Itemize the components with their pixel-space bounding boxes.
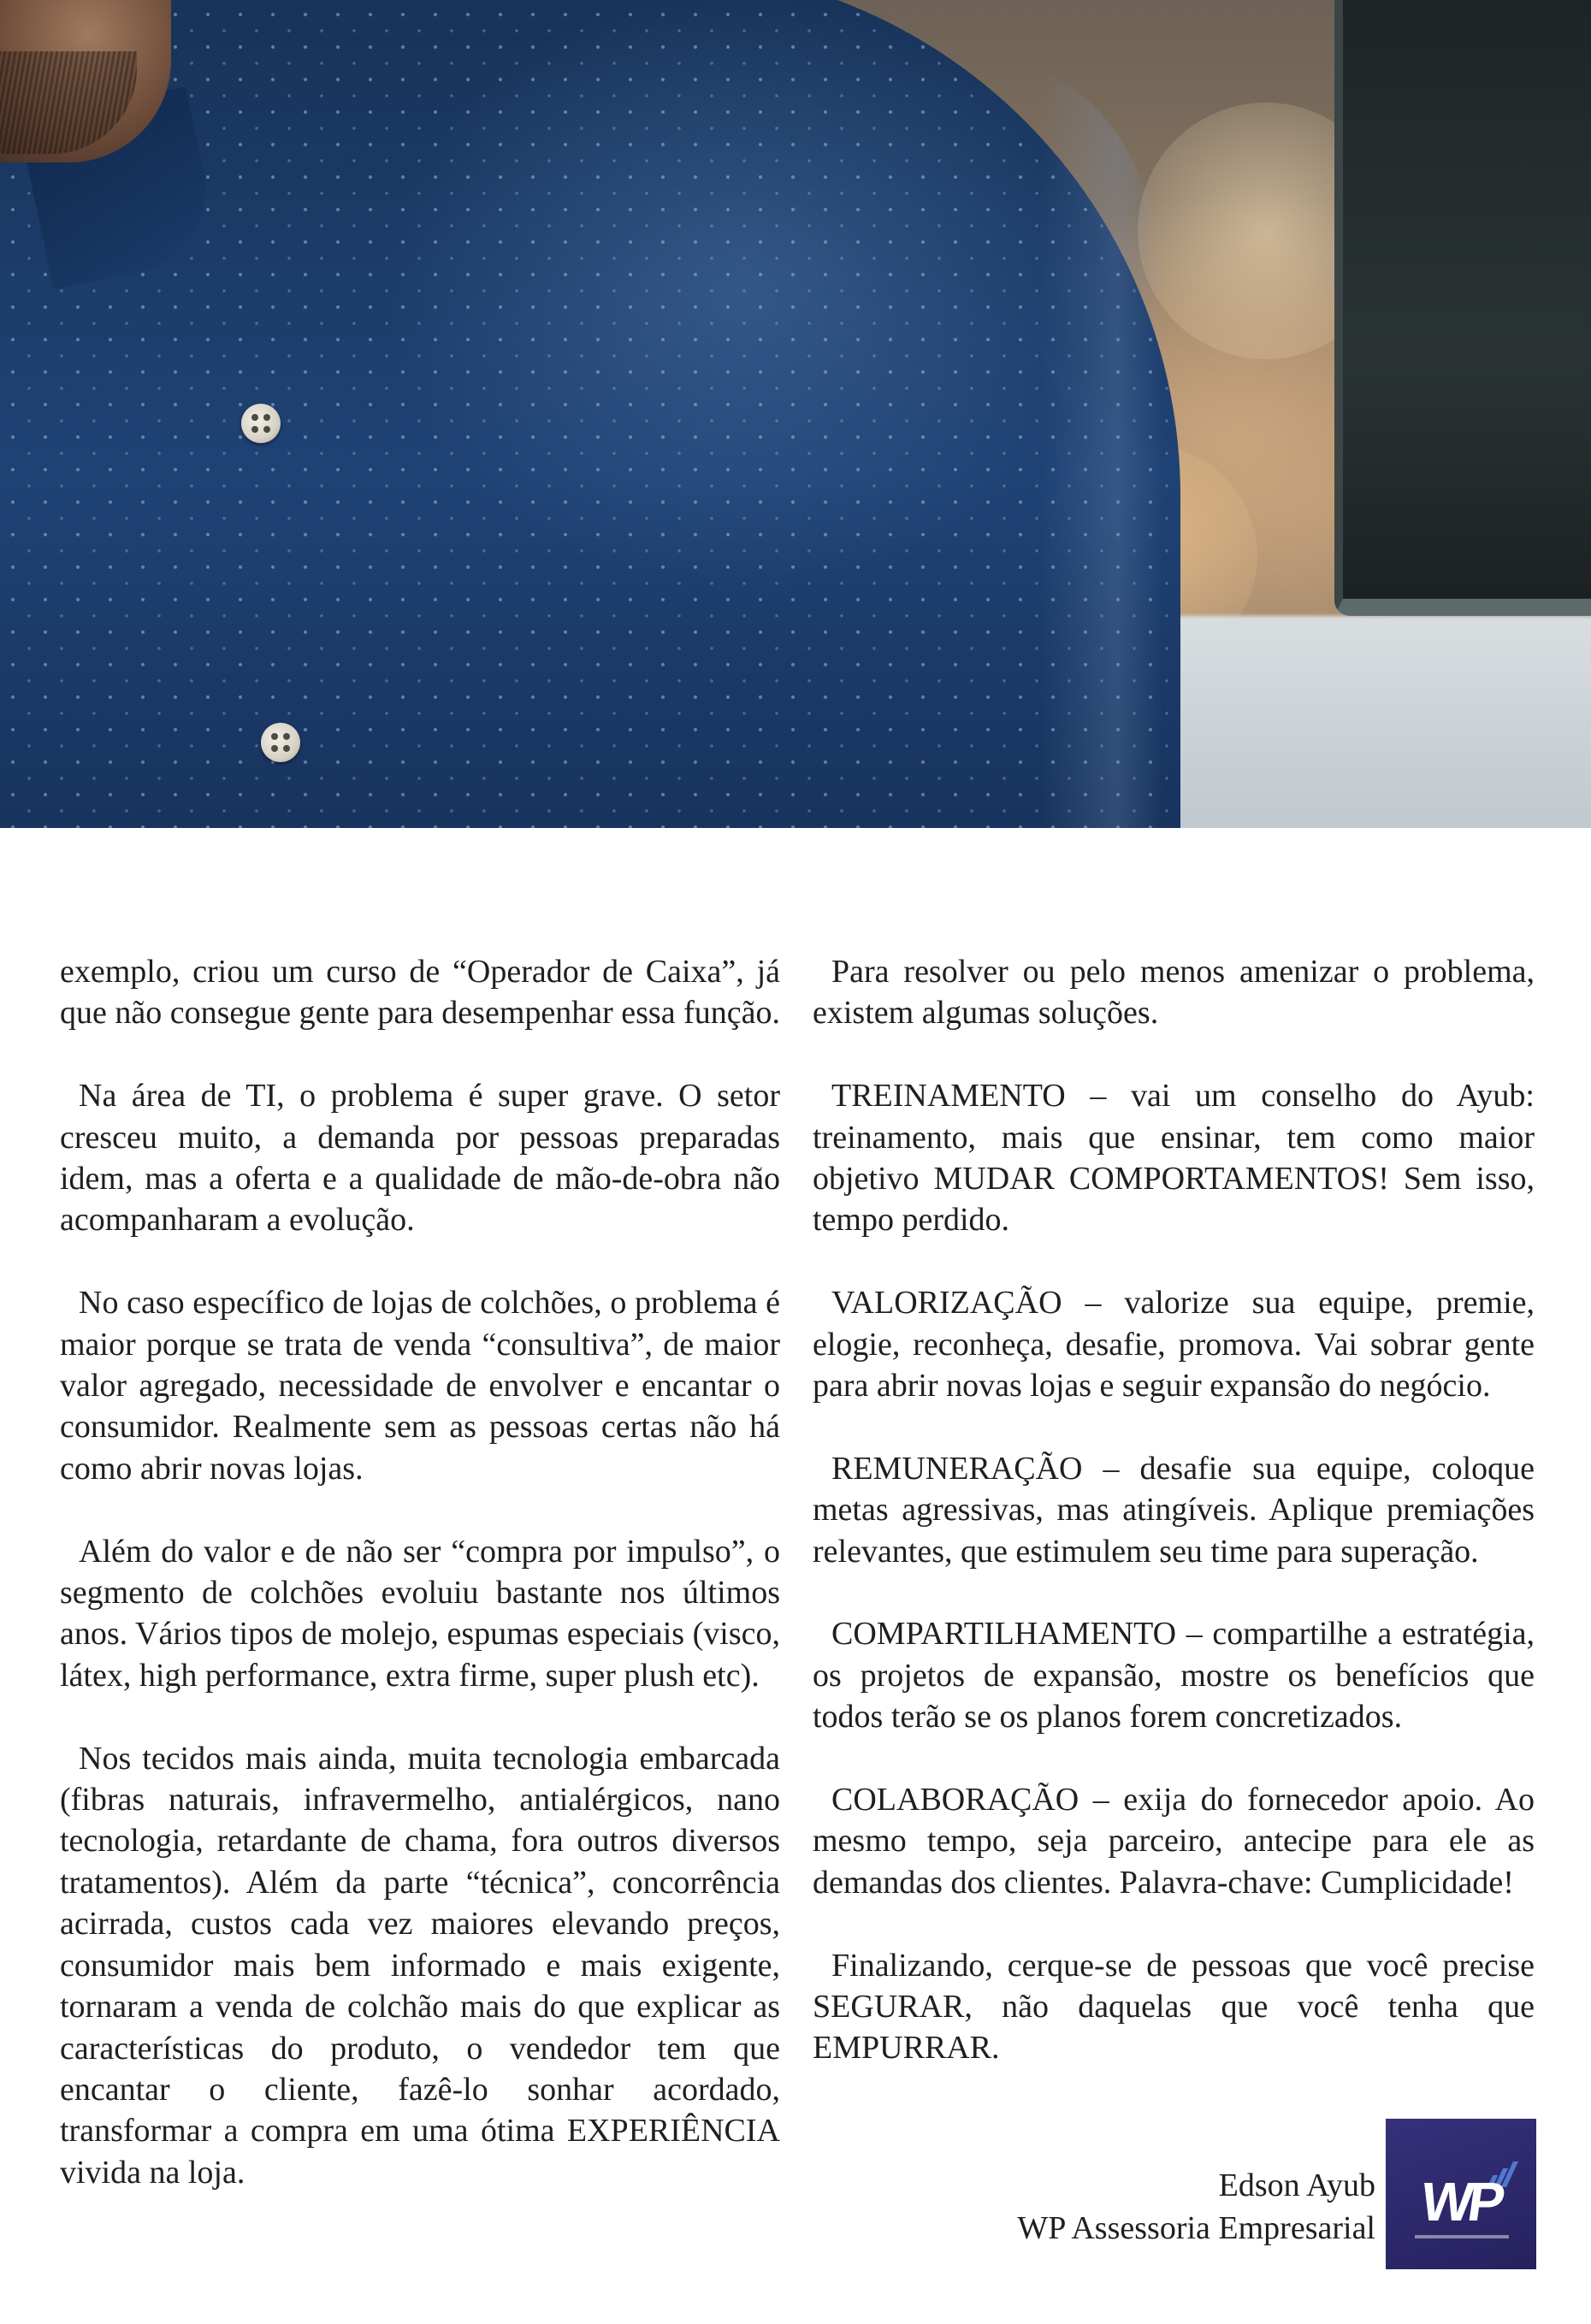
monitor-shape: [1334, 0, 1591, 616]
paragraph: No caso específico de lojas de colchões, o problema é maior porque se trata de venda “consultiva”, de maior valor agregado, necessidade de envolver e encantar o consumidor. Realmente sem as pessoas certas não há como abrir novas lojas.: [60, 1285, 780, 1487]
paragraph: exemplo, criou um curso de “Operador de Caixa”, já que não consegue gente para desempenhar essa função.: [60, 954, 780, 1032]
paragraph: Finalizando, cerque-se de pessoas que você precise SEGURAR, não daquelas que você tenha que EMPURRAR.: [813, 1947, 1535, 2067]
shirt-sleeve-highlight: [855, 68, 1163, 828]
paragraph: VALORIZAÇÃO – valorize sua equipe, premie, elogie, reconheça, desafie, promova. Vai sobrar gente para abrir novas lojas e seguir expansão do negócio.: [813, 1285, 1535, 1404]
wp-logo-icon: [1386, 2119, 1536, 2269]
shirt-button: [241, 404, 281, 443]
paragraph: Na área de TI, o problema é super grave. O setor cresceu muito, a demanda por pessoas preparadas idem, mas a oferta e a qualidade de mão-de-obra não acompanharam a evolução.: [60, 1078, 780, 1239]
shirt-button: [261, 723, 300, 762]
logo-tagline-line: [1415, 2235, 1509, 2238]
paragraph: COMPARTILHAMENTO – compartilhe a estratégia, os projetos de expansão, mostre os benefícios que todos terão se os planos forem concretizados.: [813, 1616, 1535, 1736]
article-left-column: [60, 951, 780, 2235]
paragraph: Nos tecidos mais ainda, muita tecnologia embarcada (fibras naturais, infravermelho, antialérgicos, nano tecnologia, retardante de chama, fora outros diversos tratamentos). Além da parte “técnica”, concorrência acirrada, custos cada vez maiores elevando preços, consumidor mais bem informado e mais exigente, tornaram a venda de colchão mais do que explicar as características do produto, o vendedor tem que encantar o cliente, fazê-lo sonhar acordado, transformar a compra em uma ótima EXPERIÊNCIA vivida na loja.: [60, 1740, 780, 2191]
author-company: WP Assessoria Empresarial: [1017, 2210, 1375, 2246]
paragraph: REMUNERAÇÃO – desafie sua equipe, coloque metas agressivas, mas atingíveis. Aplique premiações relevantes, que estimulem seu time para superação.: [813, 1450, 1535, 1570]
author-signature: [1017, 2164, 1375, 2250]
author-name: Edson Ayub: [1218, 2167, 1375, 2203]
paragraph: TREINAMENTO – vai um conselho do Ayub: treinamento, mais que ensinar, tem como maior objetivo MUDAR COMPORTAMENTOS! Sem isso, tempo perdido.: [813, 1078, 1535, 1239]
article-right-column: [813, 951, 1535, 2110]
hero-photo: [0, 0, 1591, 828]
paragraph: COLABORAÇÃO – exija do fornecedor apoio. Ao mesmo tempo, seja parceiro, antecipe para ele as demandas dos clientes. Palavra-chave: Cumplicidade!: [813, 1782, 1535, 1901]
paragraph: Para resolver ou pelo menos amenizar o problema, existem algumas soluções.: [813, 954, 1535, 1032]
paragraph: Além do valor e de não ser “compra por impulso”, o segmento de colchões evoluiu bastante nos últimos anos. Vários tipos de molejo, espumas especiais (visco, látex, high performance, extra firme, super plush etc).: [60, 1533, 780, 1694]
logo-text: WP: [1417, 2171, 1505, 2232]
